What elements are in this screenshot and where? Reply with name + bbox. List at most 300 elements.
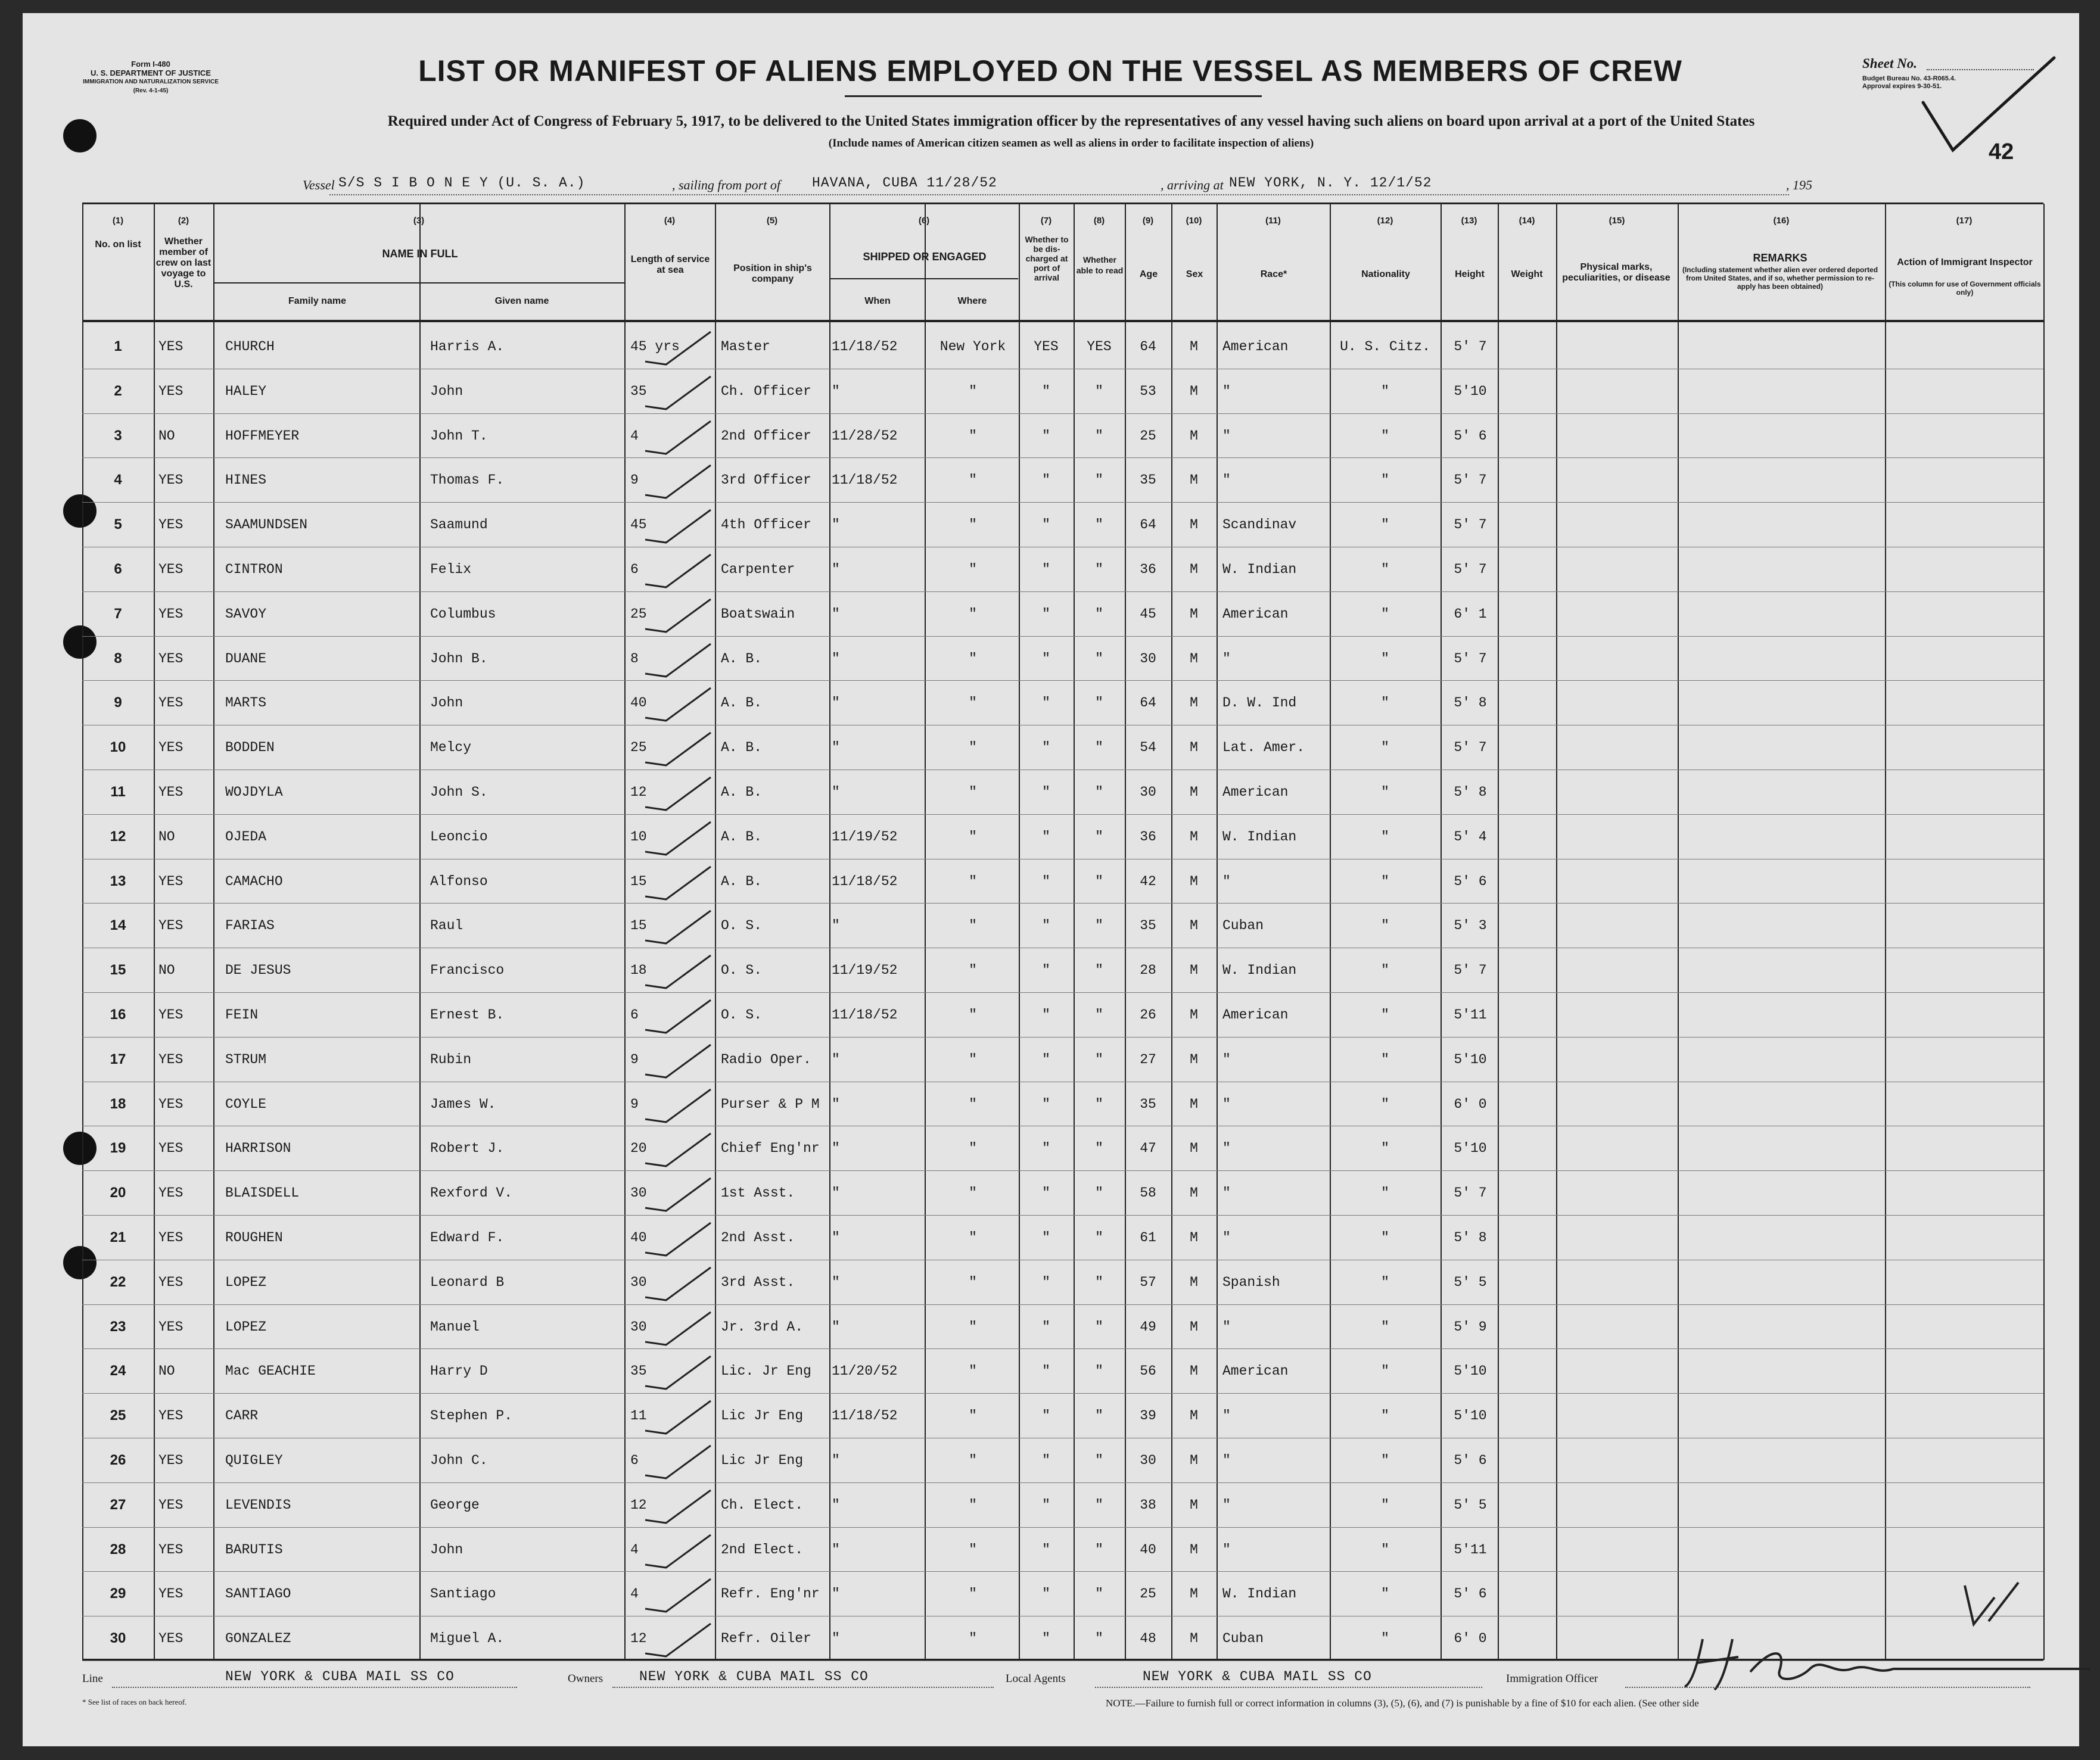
cell-family: FARIAS xyxy=(225,918,275,934)
cell-disch: " xyxy=(1042,1141,1050,1157)
check-stroke-icon xyxy=(642,1042,714,1083)
cell-age: 49 xyxy=(1140,1319,1156,1335)
cell-position: A. B. xyxy=(721,784,763,800)
line-label: Line xyxy=(82,1672,103,1685)
cell-crew: YES xyxy=(158,1051,183,1067)
cell-sex: M xyxy=(1190,1631,1198,1647)
cell-service: 30 xyxy=(630,1185,647,1201)
cell-race: W. Indian xyxy=(1222,562,1297,577)
cell-race: " xyxy=(1222,383,1231,399)
cell-nat: " xyxy=(1381,784,1389,800)
cell-height: 5'10 xyxy=(1454,1051,1487,1067)
cell-age: 27 xyxy=(1140,1051,1156,1067)
cell-position: 4th Officer xyxy=(721,517,811,533)
cell-height: 5' 7 xyxy=(1454,740,1487,756)
cell-crew: NO xyxy=(158,828,175,845)
form-number: Form I-480 xyxy=(131,60,170,68)
cell-nat: " xyxy=(1381,650,1389,666)
col-remarks-header: REMARKS xyxy=(1753,252,1807,264)
cell-race: " xyxy=(1222,1230,1231,1245)
cell-read: " xyxy=(1095,1408,1103,1424)
cell-no: 5 xyxy=(114,516,122,533)
cell-nat: " xyxy=(1381,1541,1389,1557)
cell-no: 8 xyxy=(114,650,122,666)
column-number: (7) xyxy=(1040,216,1052,226)
cell-when: " xyxy=(832,517,840,533)
cell-service: 9 xyxy=(630,1051,639,1067)
cell-race: " xyxy=(1222,1051,1231,1067)
cell-no: 26 xyxy=(110,1452,126,1468)
check-stroke-icon xyxy=(642,997,714,1039)
column-number: (5) xyxy=(766,216,778,226)
cell-when: " xyxy=(832,562,840,577)
cell-no: 25 xyxy=(110,1407,126,1424)
col-sex-header: Sex xyxy=(1186,269,1203,279)
row-divider xyxy=(82,1527,2043,1528)
cell-where: " xyxy=(969,1007,977,1023)
departure-port: HAVANA, CUBA 11/28/52 xyxy=(812,175,997,191)
cell-height: 5' 8 xyxy=(1454,1230,1487,1245)
cell-family: Mac GEACHIE xyxy=(225,1363,316,1379)
cell-nat: " xyxy=(1381,1453,1389,1468)
cell-no: 4 xyxy=(114,472,122,488)
cell-disch: " xyxy=(1042,784,1050,800)
check-stroke-icon xyxy=(642,1532,714,1574)
name-subheader-line xyxy=(213,282,624,284)
cell-sex: M xyxy=(1190,1497,1198,1513)
row-divider xyxy=(82,1304,2043,1305)
cell-position: 3rd Officer xyxy=(721,472,811,488)
cell-position: A. B. xyxy=(721,873,763,889)
col-discharged-header: Whether to be dis-charged at port of arrival xyxy=(1025,235,1069,282)
cell-age: 42 xyxy=(1140,873,1156,889)
cell-where: " xyxy=(969,1051,977,1067)
cell-sex: M xyxy=(1190,1274,1198,1290)
cell-sex: M xyxy=(1190,873,1198,889)
cell-when: " xyxy=(832,1319,840,1335)
cell-where: " xyxy=(969,918,977,934)
cell-given: Rubin xyxy=(430,1051,472,1067)
cell-disch: " xyxy=(1042,650,1050,666)
cell-read: " xyxy=(1095,1586,1103,1602)
cell-sex: M xyxy=(1190,962,1198,979)
col-nationality-header: Nationality xyxy=(1361,269,1410,279)
cell-race: " xyxy=(1222,1497,1231,1513)
cell-disch: " xyxy=(1042,828,1050,845)
cell-disch: " xyxy=(1042,606,1050,622)
cell-no: 2 xyxy=(114,382,122,399)
cell-when: " xyxy=(832,1185,840,1201)
cell-height: 5' 6 xyxy=(1454,873,1487,889)
cell-service: 15 xyxy=(630,918,647,934)
cell-disch: " xyxy=(1042,1453,1050,1468)
column-rule xyxy=(624,204,626,1660)
cell-no: 30 xyxy=(110,1630,126,1647)
cell-position: 1st Asst. xyxy=(721,1185,795,1201)
cell-crew: YES xyxy=(158,695,183,711)
cell-read: " xyxy=(1095,962,1103,979)
cell-service: 25 xyxy=(630,606,647,622)
col-when-header: When xyxy=(864,296,891,306)
cell-position: A. B. xyxy=(721,828,763,845)
cell-service: 35 xyxy=(630,1363,647,1379)
cell-race: W. Indian xyxy=(1222,962,1297,979)
row-divider xyxy=(82,1348,2043,1349)
cell-sex: M xyxy=(1190,383,1198,399)
check-stroke-icon xyxy=(642,462,714,504)
cell-crew: YES xyxy=(158,873,183,889)
cell-sex: M xyxy=(1190,1230,1198,1245)
cell-no: 15 xyxy=(110,962,126,979)
cell-disch: " xyxy=(1042,1631,1050,1647)
cell-service: 6 xyxy=(630,1453,639,1468)
cell-where: " xyxy=(969,1497,977,1513)
cell-age: 64 xyxy=(1140,517,1156,533)
cell-sex: M xyxy=(1190,428,1198,444)
cell-nat: " xyxy=(1381,428,1389,444)
cell-service: 6 xyxy=(630,1007,639,1023)
cell-when: " xyxy=(832,784,840,800)
cell-age: 61 xyxy=(1140,1230,1156,1245)
cell-height: 5' 7 xyxy=(1454,472,1487,488)
column-number: (3) xyxy=(413,216,425,226)
cell-read: " xyxy=(1095,695,1103,711)
cell-family: ROUGHEN xyxy=(225,1230,283,1245)
col-action-note: (This column for use of Government officials only) xyxy=(1889,280,2041,297)
cell-read: " xyxy=(1095,1274,1103,1290)
cell-service: 40 xyxy=(630,695,647,711)
cell-height: 5' 5 xyxy=(1454,1274,1487,1290)
line-dots xyxy=(112,1687,517,1688)
column-rule xyxy=(419,204,421,1660)
check-stroke-icon xyxy=(642,908,714,949)
cell-read: " xyxy=(1095,1141,1103,1157)
cell-where: " xyxy=(969,650,977,666)
cell-given: John xyxy=(430,383,463,399)
cell-given: Thomas F. xyxy=(430,472,505,488)
cell-family: OJEDA xyxy=(225,828,267,845)
cell-sex: M xyxy=(1190,472,1198,488)
cell-service: 35 xyxy=(630,383,647,399)
col-service-header: Length of service at sea xyxy=(630,254,710,275)
cell-crew: NO xyxy=(158,428,175,444)
cell-age: 38 xyxy=(1140,1497,1156,1513)
cell-age: 45 xyxy=(1140,606,1156,622)
department: U. S. DEPARTMENT OF JUSTICE xyxy=(91,68,211,77)
cell-family: HARRISON xyxy=(225,1141,291,1157)
cell-sex: M xyxy=(1190,1051,1198,1067)
cell-race: Lat. Amer. xyxy=(1222,740,1305,756)
cell-nat: " xyxy=(1381,1631,1389,1647)
cell-race: " xyxy=(1222,650,1231,666)
table-top xyxy=(82,203,2043,204)
cell-when: " xyxy=(832,1453,840,1468)
cell-service: 8 xyxy=(630,650,639,666)
cell-where: " xyxy=(969,695,977,711)
cell-service: 45 xyxy=(630,517,647,533)
cell-service: 11 xyxy=(630,1408,647,1424)
cell-service: 9 xyxy=(630,472,639,488)
cell-where: " xyxy=(969,1274,977,1290)
cell-nat: " xyxy=(1381,1497,1389,1513)
cell-read: " xyxy=(1095,1007,1103,1023)
cell-disch: " xyxy=(1042,1497,1050,1513)
cell-height: 5' 6 xyxy=(1454,428,1487,444)
col-physical-header: Physical marks, peculiarities, or disease xyxy=(1562,262,1670,283)
cell-read: " xyxy=(1095,828,1103,845)
column-number: (16) xyxy=(1773,216,1790,226)
column-number: (14) xyxy=(1519,216,1535,226)
cell-sex: M xyxy=(1190,562,1198,577)
cell-when: " xyxy=(832,1274,840,1290)
cell-age: 48 xyxy=(1140,1631,1156,1647)
cell-race: " xyxy=(1222,428,1231,444)
check-stroke-icon xyxy=(642,1443,714,1484)
cell-disch: " xyxy=(1042,1051,1050,1067)
cell-given: John T. xyxy=(430,428,488,444)
cell-given: Robert J. xyxy=(430,1141,505,1157)
cell-crew: YES xyxy=(158,1497,183,1513)
cell-race: Spanish xyxy=(1222,1274,1280,1290)
cell-no: 28 xyxy=(110,1541,126,1557)
cell-where: " xyxy=(969,1453,977,1468)
cell-when: " xyxy=(832,1497,840,1513)
manifest-sheet xyxy=(23,13,2079,1746)
cell-crew: YES xyxy=(158,1096,183,1112)
year-suffix: , 195 xyxy=(1786,177,1812,192)
cell-no: 24 xyxy=(110,1363,126,1379)
cell-no: 1 xyxy=(114,338,122,354)
cell-sex: M xyxy=(1190,606,1198,622)
column-rule xyxy=(1498,204,1499,1660)
races-note: * See list of races on back hereof. xyxy=(82,1697,187,1706)
owners-dots xyxy=(612,1687,994,1688)
cell-where: " xyxy=(969,828,977,845)
cell-nat: " xyxy=(1381,1274,1389,1290)
cell-family: HALEY xyxy=(225,383,267,399)
cell-race: Scandinav xyxy=(1222,517,1297,533)
cell-service: 18 xyxy=(630,962,647,979)
cell-where: " xyxy=(969,1230,977,1245)
cell-sex: M xyxy=(1190,1408,1198,1424)
cell-age: 30 xyxy=(1140,1453,1156,1468)
check-stroke-icon xyxy=(642,1086,714,1128)
cell-age: 58 xyxy=(1140,1185,1156,1201)
row-divider xyxy=(82,502,2043,503)
cell-read: " xyxy=(1095,562,1103,577)
cell-sex: M xyxy=(1190,517,1198,533)
cell-age: 64 xyxy=(1140,339,1156,354)
cell-nat: " xyxy=(1381,606,1389,622)
cell-when: 11/18/52 xyxy=(832,873,898,889)
cell-crew: YES xyxy=(158,1185,183,1201)
row-divider xyxy=(82,1170,2043,1171)
cell-where: " xyxy=(969,517,977,533)
cell-family: SAVOY xyxy=(225,606,267,622)
cell-given: Harry D xyxy=(430,1363,488,1379)
cell-no: 11 xyxy=(110,784,126,800)
cell-where: " xyxy=(969,1631,977,1647)
cell-crew: YES xyxy=(158,918,183,934)
cell-height: 5' 7 xyxy=(1454,517,1487,533)
cell-where: " xyxy=(969,1586,977,1602)
cell-given: Edward F. xyxy=(430,1230,505,1245)
approval: Approval expires 9-30-51. xyxy=(1862,83,1942,90)
cell-age: 36 xyxy=(1140,562,1156,577)
cell-height: 6' 1 xyxy=(1454,606,1487,622)
cell-crew: NO xyxy=(158,1363,175,1379)
cell-given: Harris A. xyxy=(430,339,505,354)
row-divider xyxy=(82,903,2043,904)
col-where-header: Where xyxy=(957,296,987,306)
cell-family: HINES xyxy=(225,472,267,488)
cell-nat: " xyxy=(1381,740,1389,756)
cell-sex: M xyxy=(1190,828,1198,845)
cell-no: 14 xyxy=(110,917,126,934)
cell-position: Refr. Eng'nr xyxy=(721,1586,820,1602)
col-given-header: Given name xyxy=(494,296,549,306)
cell-position: Carpenter xyxy=(721,562,795,577)
cell-family: DUANE xyxy=(225,650,267,666)
cell-when: 11/18/52 xyxy=(832,339,898,354)
cell-crew: YES xyxy=(158,562,183,577)
cell-given: John B. xyxy=(430,650,488,666)
sailing-label: , sailing from port of xyxy=(672,177,780,192)
cell-where: " xyxy=(969,562,977,577)
cell-height: 5' 7 xyxy=(1454,1185,1487,1201)
cell-given: Miguel A. xyxy=(430,1631,505,1647)
cell-height: 5' 7 xyxy=(1454,962,1487,979)
row-divider xyxy=(82,680,2043,681)
owners-value: NEW YORK & CUBA MAIL SS CO xyxy=(639,1669,869,1684)
col-family-header: Family name xyxy=(288,296,346,306)
column-rule xyxy=(213,204,214,1660)
cell-nat: " xyxy=(1381,383,1389,399)
col-weight-header: Weight xyxy=(1511,269,1543,279)
cell-given: Stephen P. xyxy=(430,1408,513,1424)
column-number: (11) xyxy=(1265,216,1281,226)
cell-height: 5'11 xyxy=(1454,1007,1487,1023)
officer-label: Immigration Officer xyxy=(1506,1672,1598,1685)
cell-where: " xyxy=(969,1141,977,1157)
cell-crew: YES xyxy=(158,517,183,533)
column-rule xyxy=(1885,204,1886,1660)
cell-read: " xyxy=(1095,428,1103,444)
cell-family: CARR xyxy=(225,1408,259,1424)
cell-age: 25 xyxy=(1140,1586,1156,1602)
cell-position: A. B. xyxy=(721,650,763,666)
cell-when: 11/19/52 xyxy=(832,828,898,845)
column-rule xyxy=(1441,204,1442,1660)
cell-read: " xyxy=(1095,1096,1103,1112)
column-number: (8) xyxy=(1093,216,1105,226)
cell-disch: " xyxy=(1042,918,1050,934)
cell-crew: NO xyxy=(158,962,175,979)
cell-when: " xyxy=(832,1230,840,1245)
vessel-dotted-line xyxy=(329,194,1789,195)
cell-read: " xyxy=(1095,1185,1103,1201)
cell-family: SAAMUNDSEN xyxy=(225,517,308,533)
col-height-header: Height xyxy=(1455,269,1485,279)
cell-crew: YES xyxy=(158,1541,183,1557)
cell-race: American xyxy=(1222,1007,1289,1023)
check-stroke-icon xyxy=(642,1309,714,1351)
revision: (Rev. 4-1-45) xyxy=(133,88,169,94)
cell-no: 3 xyxy=(114,427,122,444)
cell-disch: " xyxy=(1042,1185,1050,1201)
check-stroke-icon xyxy=(642,552,714,593)
cell-position: Refr. Oiler xyxy=(721,1631,811,1647)
cell-family: COYLE xyxy=(225,1096,267,1112)
cell-when: 11/28/52 xyxy=(832,428,898,444)
cell-position: Jr. 3rd A. xyxy=(721,1319,804,1335)
cell-position: Master xyxy=(721,339,770,354)
cell-nat: " xyxy=(1381,695,1389,711)
cell-height: 5'10 xyxy=(1454,1408,1487,1424)
cell-crew: YES xyxy=(158,1141,183,1157)
cell-disch: " xyxy=(1042,1319,1050,1335)
cell-read: " xyxy=(1095,1497,1103,1513)
row-divider xyxy=(82,457,2043,458)
vessel-name: S/S S I B O N E Y (U. S. A.) xyxy=(338,175,586,191)
cell-no: 16 xyxy=(110,1007,126,1023)
agents-value: NEW YORK & CUBA MAIL SS CO xyxy=(1143,1669,1372,1684)
check-stroke-icon xyxy=(642,1353,714,1395)
cell-given: Leoncio xyxy=(430,828,488,845)
cell-family: LEVENDIS xyxy=(225,1497,291,1513)
cell-service: 4 xyxy=(630,1541,639,1557)
column-rule xyxy=(925,204,926,1660)
cell-read: " xyxy=(1095,1230,1103,1245)
cell-height: 6' 0 xyxy=(1454,1096,1487,1112)
cell-given: John xyxy=(430,1541,463,1557)
cell-where: " xyxy=(969,472,977,488)
cell-disch: " xyxy=(1042,1363,1050,1379)
cell-disch: " xyxy=(1042,472,1050,488)
cell-sex: M xyxy=(1190,918,1198,934)
arrival-port: NEW YORK, N. Y. 12/1/52 xyxy=(1229,175,1432,191)
cell-family: CHURCH xyxy=(225,339,275,354)
cell-height: 5' 7 xyxy=(1454,339,1487,354)
cell-when: " xyxy=(832,1586,840,1602)
cell-disch: " xyxy=(1042,873,1050,889)
cell-when: " xyxy=(832,1541,840,1557)
row-divider xyxy=(82,636,2043,637)
cell-height: 5' 8 xyxy=(1454,695,1487,711)
column-rule xyxy=(2043,204,2045,1660)
cell-no: 18 xyxy=(110,1095,126,1112)
cell-service: 12 xyxy=(630,1631,647,1647)
cell-disch: " xyxy=(1042,1007,1050,1023)
cell-read: " xyxy=(1095,383,1103,399)
agents-dots xyxy=(1095,1687,1482,1688)
cell-read: " xyxy=(1095,1631,1103,1647)
cell-where: " xyxy=(969,383,977,399)
cell-height: 5' 9 xyxy=(1454,1319,1487,1335)
col-race-header: Race* xyxy=(1260,269,1287,279)
cell-age: 53 xyxy=(1140,383,1156,399)
column-rule xyxy=(1556,204,1557,1660)
cell-race: " xyxy=(1222,1096,1231,1112)
cell-no: 13 xyxy=(110,873,126,889)
cell-when: " xyxy=(832,740,840,756)
cell-read: " xyxy=(1095,606,1103,622)
cell-when: 11/20/52 xyxy=(832,1363,898,1379)
cell-position: Lic Jr Eng xyxy=(721,1453,804,1468)
cell-disch: " xyxy=(1042,1096,1050,1112)
cell-when: 11/18/52 xyxy=(832,472,898,488)
row-divider xyxy=(82,1393,2043,1394)
